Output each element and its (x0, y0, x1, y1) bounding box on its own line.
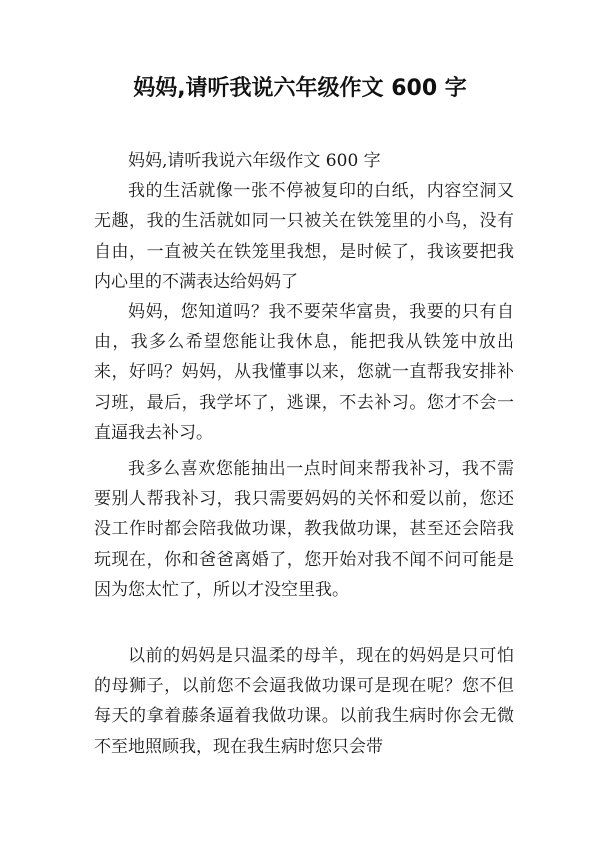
paragraph-2: 妈妈，您知道吗？我不要荣华富贵，我要的只有自由，我多么希望您能让我休息，能把我从铁笼中放出来，好吗？妈妈，从我懂事以来，您就一直帮我安排补习班，最后，我学坏了，逃课，不去补习。您才不会一直逼我去补习。 (94, 302, 514, 443)
document-subtitle: 妈妈,请听我说六年级作文 600 字 (128, 151, 381, 171)
paragraph-1: 我的生活就像一张不停被复印的白纸，内容空洞又无趣，我的生活就如同一只被关在铁笼里的小鸟，没有自由，一直被关在铁笼里我想，是时候了，我该要把我内心里的不满表达给妈妈了 (94, 181, 514, 292)
paragraph-3: 我多么喜欢您能抽出一点时间来帮我补习，我不需要别人帮我补习，我只需要妈妈的关怀和爱以前，您还没工作时都会陪我做功课，教我做功课，甚至还会陪我玩现在，你和爸爸离婚了，您开始对我不闻不问可能是因为您太忙了，所以才没空里我。 (94, 459, 514, 600)
document-title: 妈妈,请听我说六年级作文 600 字 (133, 76, 467, 101)
document-body (94, 146, 514, 762)
paragraph-4: 以前的妈妈是只温柔的母羊，现在的妈妈是只可怕的母狮子，以前您不会逼我做功课可是现在呢？您不但每天的拿着藤条逼着我做功课。以前我生病时你会无微不至地照顾我，现在我生病时您只会带 (94, 646, 514, 757)
